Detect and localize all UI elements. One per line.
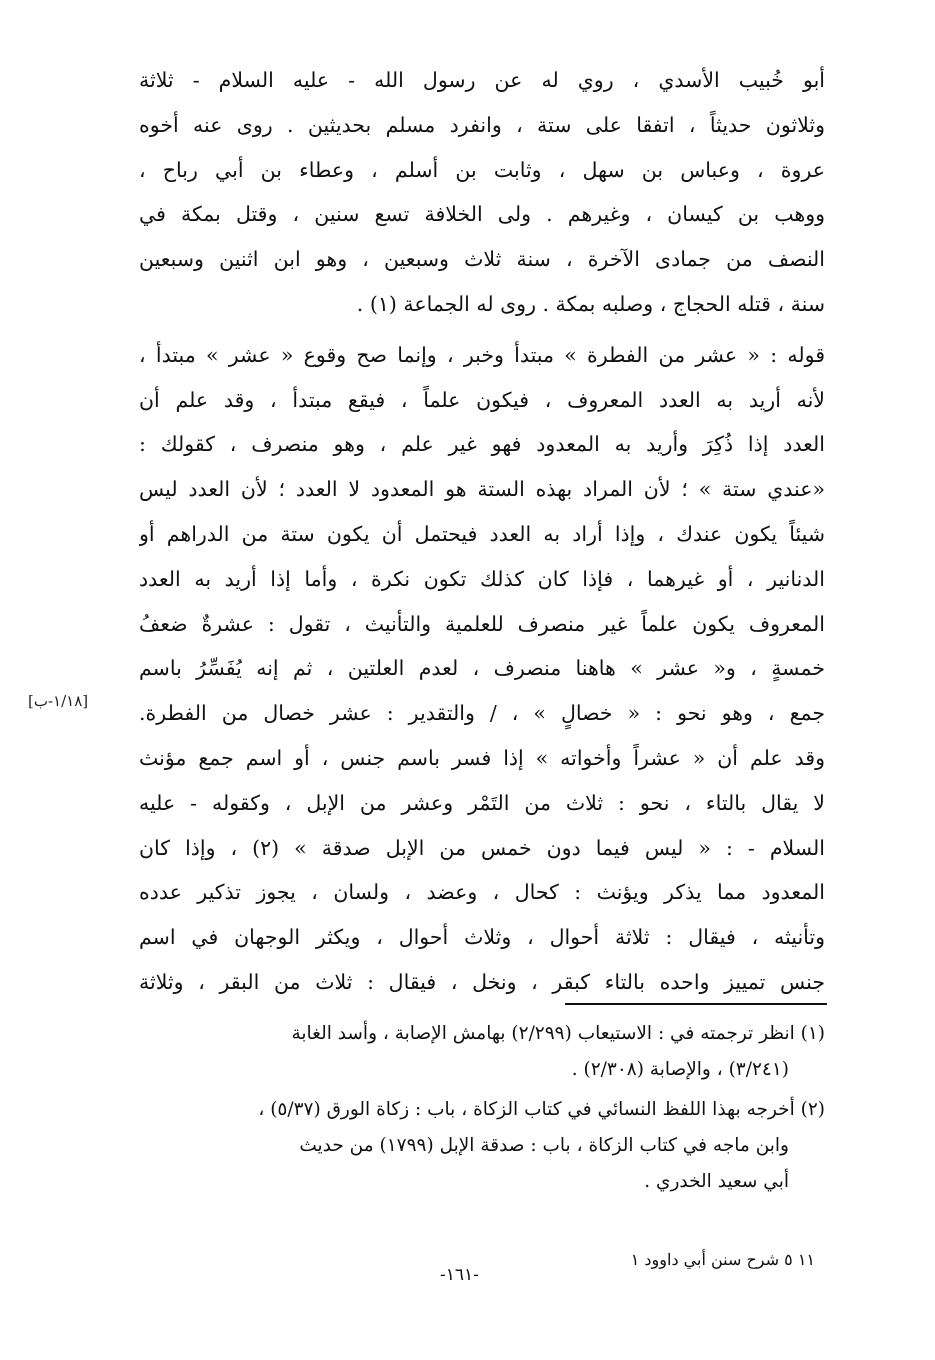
body-line: المعروف يكون علماً غير منصرف للعلمية والتأنيث ، تقول : عشرةٌ ضعفُ xyxy=(139,611,825,636)
body-line: لا يقال بالتاء ، نحو : ثلاث من التَمْر وعشر من الإبل ، وكقوله - عليه xyxy=(139,790,825,815)
body-line: السلام - : « ليس فيما دون خمس من الإبل صدقة » (٢) ، وإذا كان xyxy=(139,835,825,860)
body-line: وثلاثون حديثاً ، اتفقا على ستة ، وانفرد مسلم بحديثين . روى عنه أخوه xyxy=(139,112,825,137)
body-line: سنة ، قتله الحجاج ، وصلبه بمكة . روى له الجماعة (١) . xyxy=(356,291,825,316)
body-line: وتأنيثه ، فيقال : ثلاثة أحوال ، وثلاث أحوال ، ويكثر الوجهان في اسم xyxy=(139,925,825,950)
body-line: لأنه أريد به العدد المعروف ، فيكون علماً ، فيقع مبتدأ ، وقد علم أن xyxy=(139,387,825,412)
body-line: عروة ، وعباس بن سهل ، وثابت بن أسلم ، وعطاء بن أبي رباح ، xyxy=(139,157,825,182)
body-line: أبو خُبيب الأسدي ، روي له عن رسول الله - عليه السلام - ثلاثة xyxy=(139,68,825,92)
body-line: «عندي ستة » ؛ لأن المراد بهذه الستة هو المعدود لا العدد ؛ لأن العدد ليس xyxy=(139,477,825,502)
footnote-line: (٢) أخرجه بهذا اللفظ النسائي في كتاب الزكاة ، باب : زكاة الورق (٥/٣٧) ، xyxy=(258,1099,825,1120)
footnote-line: وابن ماجه في كتاب الزكاة ، باب : صدقة الإبل (١٧٩٩) من حديث xyxy=(299,1135,789,1156)
body-line: قوله : « عشر من الفطرة » مبتدأ وخبر ، وإنما صح وقوع « عشر » مبتدأ ، xyxy=(139,342,825,367)
body-line: العدد إذا ذُكِرَ وأريد به المعدود فهو غير علم ، وهو منصرف ، كقولك : xyxy=(139,432,825,457)
footnote-line: (٣/٢٤١) ، والإصابة (٢/٣٠٨) . xyxy=(571,1059,789,1080)
body-line: المعدود مما يذكر ويؤنث : كحال ، وعضد ، ولسان ، يجوز تذكير عدده xyxy=(139,880,825,905)
body-line: النصف من جمادى الآخرة ، سنة ثلاث وسبعين ، وهو ابن اثنين وسبعين xyxy=(139,247,825,272)
footnotes-block xyxy=(135,1016,825,1200)
running-footer: ١١ ٥ شرح سنن أبي داوود ١ xyxy=(630,1250,815,1269)
body-line: شيئاً يكون عندك ، وإذا أراد به العدد فيحتمل أن يكون ستة من الدراهم أو xyxy=(139,521,825,546)
body-line: خمسةٍ ، و« عشر » هاهنا منصرف ، لعدم العلتين ، ثم إنه يُفَسِّرُ باسم xyxy=(139,656,825,681)
main-text-block xyxy=(139,58,825,1005)
body-line: جنس تمييز واحده بالتاء كبقر ، ونخل ، فيقال : ثلاث من البقر ، وثلاثة xyxy=(139,969,825,994)
body-line: جمع ، وهو نحو : « خصالٍ » ، / والتقدير : عشر خصال من الفطرة. xyxy=(139,701,825,726)
page-number: -١٦١- xyxy=(440,1265,479,1285)
body-line: ووهب بن كيسان ، وغيرهم . ولى الخلافة تسع سنين ، وقتل بمكة في xyxy=(139,202,825,227)
body-line: وقد علم أن « عشراً وأخواته » إذا فسر باسم جنس ، أو اسم جمع مؤنث xyxy=(139,745,825,770)
footnote-line: (١) انظر ترجمته في : الاستيعاب (٢/٢٩٩) بهامش الإصابة ، وأسد الغابة xyxy=(291,1023,825,1044)
body-line: الدنانير ، أو غيرهما ، فإذا كان كذلك تكون نكرة ، وأما إذا أريد به العدد xyxy=(139,566,825,591)
footnote-line: أبي سعيد الخدري . xyxy=(644,1171,789,1192)
manuscript-folio-note: [١/١٨-ب] xyxy=(28,692,89,710)
footnote-separator xyxy=(565,1003,827,1005)
